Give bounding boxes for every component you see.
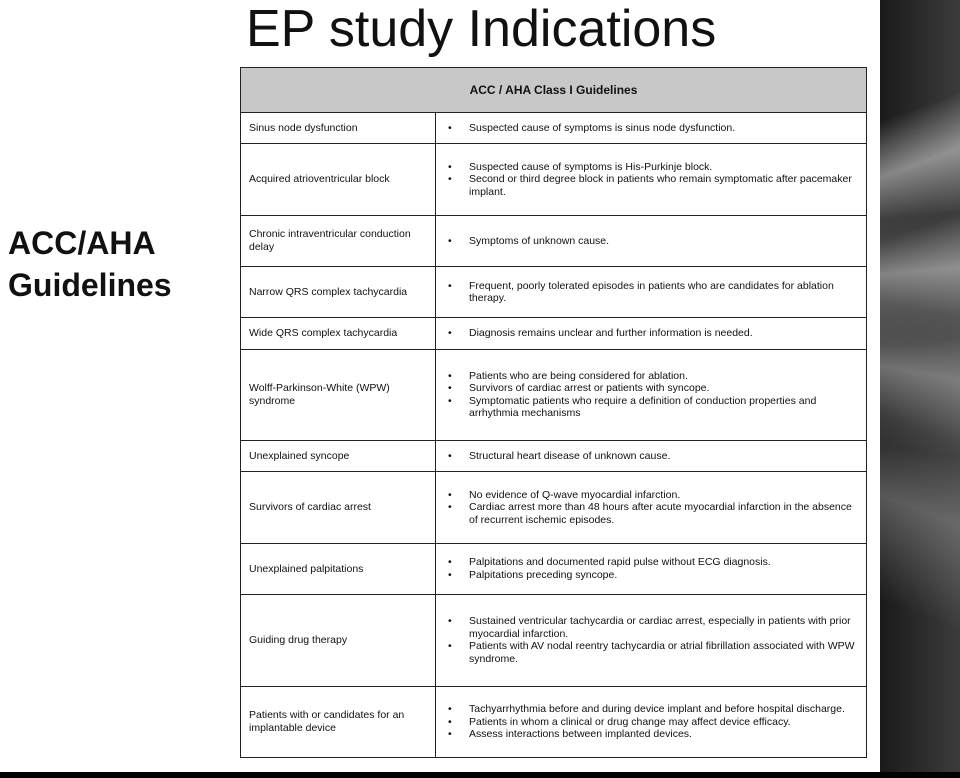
table-header-row bbox=[241, 68, 867, 113]
table-row bbox=[241, 318, 867, 349]
indication-cell bbox=[436, 267, 867, 318]
table-row bbox=[241, 472, 867, 543]
indication-list bbox=[443, 161, 859, 199]
indication-list bbox=[443, 122, 859, 135]
table-row bbox=[241, 686, 867, 757]
indication-item: • Suspected cause of symptoms is His-Purkinje block. bbox=[443, 161, 859, 174]
indication-item: • No evidence of Q-wave myocardial infarction. bbox=[443, 489, 859, 502]
table-header: ACC / AHA Class I Guidelines bbox=[241, 68, 867, 113]
indication-item: • Symptoms of unknown cause. bbox=[443, 235, 859, 248]
condition-cell: Unexplained palpitations bbox=[241, 543, 436, 594]
indication-list bbox=[443, 703, 859, 741]
decorative-background bbox=[880, 0, 960, 778]
side-label-line2: Guidelines bbox=[8, 267, 172, 303]
condition-cell: Narrow QRS complex tachycardia bbox=[241, 267, 436, 318]
indication-item: • Symptomatic patients who require a definition of conduction properties and arrhythmia mechanisms bbox=[443, 395, 859, 420]
bottom-bar bbox=[0, 772, 960, 778]
table-row bbox=[241, 441, 867, 472]
indication-item: • Suspected cause of symptoms is sinus node dysfunction. bbox=[443, 122, 859, 135]
indication-cell bbox=[436, 318, 867, 349]
indication-item: • Palpitations and documented rapid pulse without ECG diagnosis. bbox=[443, 556, 859, 569]
indication-item: • Cardiac arrest more than 48 hours after acute myocardial infarction in the absence of recurrent ischemic episodes. bbox=[443, 501, 859, 526]
condition-cell: Wolff-Parkinson-White (WPW) syndrome bbox=[241, 349, 436, 440]
indication-item: • Frequent, poorly tolerated episodes in patients who are candidates for ablation therapy. bbox=[443, 280, 859, 305]
guidelines-table bbox=[240, 67, 867, 758]
indication-item: • Palpitations preceding syncope. bbox=[443, 569, 859, 582]
slide-title: EP study Indications bbox=[246, 0, 717, 58]
indication-item: • Assess interactions between implanted devices. bbox=[443, 728, 859, 741]
indication-list bbox=[443, 556, 859, 581]
condition-cell: Acquired atrioventricular block bbox=[241, 144, 436, 215]
table-row bbox=[241, 144, 867, 215]
condition-cell: Survivors of cardiac arrest bbox=[241, 472, 436, 543]
indication-list bbox=[443, 450, 859, 463]
side-label bbox=[8, 222, 228, 306]
indication-cell bbox=[436, 686, 867, 757]
indication-item: • Patients who are being considered for ablation. bbox=[443, 370, 859, 383]
indication-cell bbox=[436, 113, 867, 144]
indication-list bbox=[443, 489, 859, 527]
indication-cell bbox=[436, 595, 867, 686]
indication-cell bbox=[436, 441, 867, 472]
condition-cell: Sinus node dysfunction bbox=[241, 113, 436, 144]
indication-item: • Second or third degree block in patients who remain symptomatic after pacemaker implant. bbox=[443, 173, 859, 198]
indication-cell bbox=[436, 472, 867, 543]
table-row bbox=[241, 595, 867, 686]
table-row bbox=[241, 349, 867, 440]
indication-list bbox=[443, 370, 859, 420]
indication-list bbox=[443, 280, 859, 305]
condition-cell: Chronic intraventricular conduction delay bbox=[241, 215, 436, 266]
indication-item: • Survivors of cardiac arrest or patients with syncope. bbox=[443, 382, 859, 395]
table-row bbox=[241, 113, 867, 144]
indication-item: • Patients with AV nodal reentry tachycardia or atrial fibrillation associated with WPW syndrome. bbox=[443, 640, 859, 665]
table-body bbox=[241, 113, 867, 758]
table-row bbox=[241, 543, 867, 594]
indication-cell bbox=[436, 349, 867, 440]
table-row bbox=[241, 215, 867, 266]
indication-list bbox=[443, 327, 859, 340]
side-label-line1: ACC/AHA bbox=[8, 225, 156, 261]
indication-item: • Diagnosis remains unclear and further information is needed. bbox=[443, 327, 859, 340]
indication-cell bbox=[436, 543, 867, 594]
indication-item: • Sustained ventricular tachycardia or cardiac arrest, especially in patients with prior myocardial infarction. bbox=[443, 615, 859, 640]
indication-cell bbox=[436, 144, 867, 215]
indication-item: • Tachyarrhythmia before and during device implant and before hospital discharge. bbox=[443, 703, 859, 716]
indication-cell bbox=[436, 215, 867, 266]
indication-item: • Structural heart disease of unknown cause. bbox=[443, 450, 859, 463]
condition-cell: Guiding drug therapy bbox=[241, 595, 436, 686]
condition-cell: Patients with or candidates for an implantable device bbox=[241, 686, 436, 757]
indication-item: • Patients in whom a clinical or drug change may affect device efficacy. bbox=[443, 716, 859, 729]
table-row bbox=[241, 267, 867, 318]
indication-list bbox=[443, 615, 859, 665]
condition-cell: Unexplained syncope bbox=[241, 441, 436, 472]
indication-list bbox=[443, 235, 859, 248]
condition-cell: Wide QRS complex tachycardia bbox=[241, 318, 436, 349]
